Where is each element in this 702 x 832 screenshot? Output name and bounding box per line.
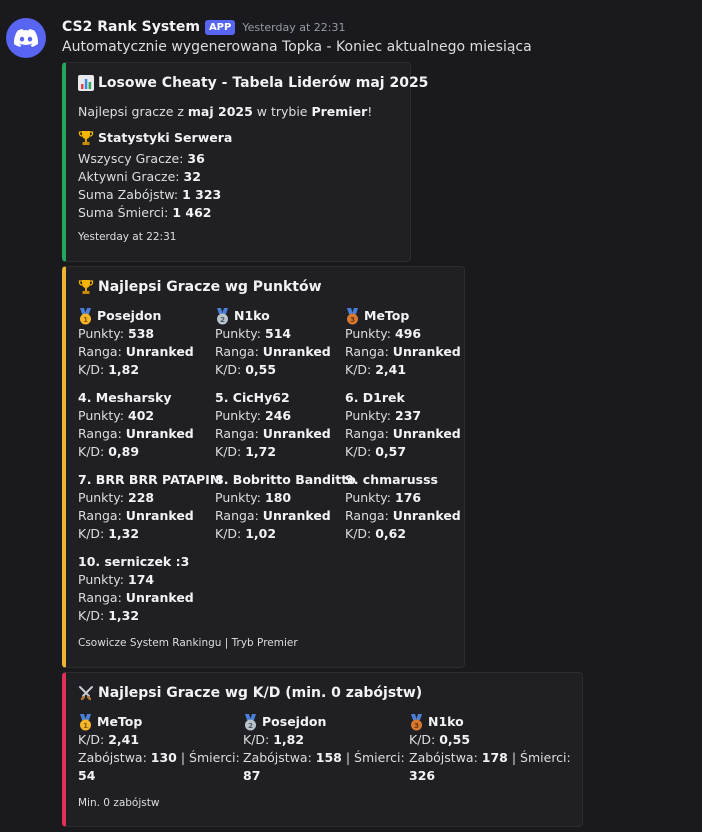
- player-name-text: N1ko: [428, 714, 464, 729]
- value: 2,41: [108, 732, 140, 747]
- value: 1,02: [245, 526, 277, 541]
- player-points: [78, 407, 194, 425]
- value: 0,89: [108, 444, 140, 459]
- stat-value: 32: [183, 169, 201, 184]
- value: 514: [265, 326, 292, 341]
- value: Unranked: [392, 426, 461, 441]
- value: 1,72: [245, 444, 277, 459]
- player-kd: [78, 731, 240, 749]
- player-kd: [215, 361, 331, 379]
- value: 496: [395, 326, 422, 341]
- player-points: [215, 489, 356, 507]
- label: Zabójstwa:: [243, 750, 312, 765]
- embed-footer: Min. 0 zabójstw: [78, 797, 160, 809]
- player-points: [78, 489, 222, 507]
- discord-logo-icon: [14, 29, 38, 47]
- value: Unranked: [125, 508, 194, 523]
- player-rank: [345, 343, 461, 361]
- player-name-text: MeTop: [97, 714, 143, 729]
- player-name: [409, 713, 571, 731]
- player-card: [78, 471, 222, 543]
- player-name: [78, 713, 240, 731]
- player-name: 4. Mesharsky: [78, 390, 172, 405]
- gold-medal-icon: [78, 308, 93, 325]
- embed-title: [78, 75, 428, 91]
- player-points: [345, 489, 461, 507]
- label: Śmierci:: [354, 750, 405, 765]
- value: Unranked: [125, 344, 194, 359]
- embed-footer: Csowicze System Rankingu | Tryb Premier: [78, 637, 298, 649]
- label: K/D:: [345, 362, 372, 377]
- value: 1,82: [108, 362, 140, 377]
- label: K/D:: [345, 444, 372, 459]
- player-card: [345, 471, 461, 543]
- player-rank: [78, 425, 194, 443]
- player-kills: [78, 749, 240, 767]
- embed-title: [78, 279, 322, 295]
- message-timestamp[interactable]: Yesterday at 22:31: [242, 20, 346, 34]
- bar-chart-icon: [78, 75, 94, 91]
- desc-month: maj 2025: [187, 104, 253, 119]
- silver-medal-icon: [215, 308, 230, 325]
- player-rank: [215, 343, 331, 361]
- player-rank: [78, 343, 194, 361]
- desc-text: !: [367, 104, 373, 119]
- player-kd: [243, 731, 405, 749]
- label: Ranga:: [78, 508, 122, 523]
- label: Ranga:: [345, 344, 389, 359]
- trophy-icon: [78, 130, 94, 146]
- player-points: [345, 325, 461, 343]
- bronze-medal-icon: [345, 308, 360, 325]
- label: Ranga:: [78, 590, 122, 605]
- stat-label: Wszyscy Gracze:: [78, 151, 184, 166]
- label: K/D:: [78, 526, 105, 541]
- gold-medal-icon: [78, 714, 93, 731]
- message-content: Automatycznie wygenerowana Topka - Koniec aktualnego miesiąca: [62, 39, 532, 55]
- player-kills: [243, 749, 405, 767]
- player-name: [215, 307, 331, 325]
- player-name: [345, 307, 461, 325]
- stats-title: [78, 129, 232, 147]
- label: Punkty:: [345, 326, 392, 341]
- svg-text:2: 2: [248, 721, 253, 730]
- label: Punkty:: [215, 326, 262, 341]
- value: 180: [265, 490, 292, 505]
- player-kd: [78, 607, 194, 625]
- player-rank: [345, 507, 461, 525]
- label: Punkty:: [345, 408, 392, 423]
- player-name: 5. CicHy62: [215, 390, 290, 405]
- player-rank: [345, 425, 461, 443]
- value: 130: [150, 750, 177, 765]
- kd-player-card: [78, 713, 240, 785]
- player-rank: [78, 589, 194, 607]
- desc-text: w trybie: [252, 104, 312, 119]
- player-kd: [215, 525, 356, 543]
- label: Śmierci:: [189, 750, 240, 765]
- separator: |: [341, 750, 355, 765]
- value: 87: [243, 768, 261, 783]
- label: K/D:: [215, 362, 242, 377]
- embed-leaderboard-summary: [62, 62, 429, 262]
- player-kd: [345, 443, 461, 461]
- player-kd: [409, 731, 571, 749]
- stat-label: Suma Śmierci:: [78, 205, 169, 220]
- trophy-icon: [78, 279, 94, 295]
- label: K/D:: [78, 608, 105, 623]
- value: 158: [315, 750, 342, 765]
- player-card: [78, 389, 194, 461]
- player-card: [345, 307, 461, 379]
- value: 0,55: [439, 732, 471, 747]
- value: 246: [265, 408, 292, 423]
- player-card: [78, 307, 194, 379]
- player-name: [78, 307, 194, 325]
- embed-title: [78, 685, 422, 701]
- player-rank: [215, 425, 331, 443]
- label: Ranga:: [345, 426, 389, 441]
- label: Ranga:: [78, 344, 122, 359]
- label: Śmierci:: [520, 750, 571, 765]
- player-kd: [78, 443, 194, 461]
- player-kd: [78, 525, 222, 543]
- label: K/D:: [215, 526, 242, 541]
- label: K/D:: [243, 732, 270, 747]
- label: Zabójstwa:: [78, 750, 147, 765]
- separator: |: [176, 750, 190, 765]
- value: 2,41: [375, 362, 407, 377]
- separator: |: [507, 750, 521, 765]
- label: Punkty:: [215, 408, 262, 423]
- label: Ranga:: [215, 426, 259, 441]
- player-kd: [215, 443, 331, 461]
- label: Punkty:: [345, 490, 392, 505]
- stat-row: [78, 150, 205, 168]
- player-points: [215, 407, 331, 425]
- label: Punkty:: [215, 490, 262, 505]
- embed-title-text: Najlepsi Gracze wg Punktów: [98, 279, 322, 295]
- embed-top-kd: [62, 672, 583, 827]
- value: 0,57: [375, 444, 407, 459]
- label: K/D:: [345, 526, 372, 541]
- kd-player-card: [243, 713, 405, 785]
- value: Unranked: [125, 590, 194, 605]
- label: Ranga:: [215, 344, 259, 359]
- value: 178: [481, 750, 508, 765]
- value: 174: [128, 572, 155, 587]
- player-points: [215, 325, 331, 343]
- player-name-text: Posejdon: [97, 308, 162, 323]
- value: 54: [78, 768, 96, 783]
- value: Unranked: [262, 344, 331, 359]
- label: K/D:: [78, 362, 105, 377]
- label: K/D:: [409, 732, 436, 747]
- player-name-text: Posejdon: [262, 714, 327, 729]
- svg-text:1: 1: [83, 721, 88, 730]
- stats-title-text: Statystyki Serwera: [98, 130, 233, 145]
- player-name-text: N1ko: [234, 308, 270, 323]
- player-name: 7. BRR BRR PATAPIM: [78, 472, 223, 487]
- player-kd: [345, 361, 461, 379]
- desc-text: Najlepsi gracze z: [78, 104, 188, 119]
- player-name: 9. chmarusss: [345, 472, 438, 487]
- label: K/D:: [78, 732, 105, 747]
- player-deaths: [78, 767, 240, 785]
- label: Punkty:: [78, 326, 125, 341]
- value: 176: [395, 490, 422, 505]
- label: K/D:: [215, 444, 242, 459]
- label: Ranga:: [78, 426, 122, 441]
- svg-text:2: 2: [220, 315, 225, 324]
- label: Punkty:: [78, 490, 125, 505]
- stat-row: [78, 168, 201, 186]
- value: Unranked: [392, 344, 461, 359]
- label: Zabójstwa:: [409, 750, 478, 765]
- player-name: 6. D1rek: [345, 390, 405, 405]
- value: Unranked: [262, 508, 331, 523]
- bronze-medal-icon: [409, 714, 424, 731]
- player-rank: [78, 507, 222, 525]
- player-points: [78, 325, 194, 343]
- embed-title-text: Losowe Cheaty - Tabela Liderów maj 2025: [98, 75, 429, 91]
- crossed-swords-icon: [78, 685, 94, 701]
- app-tag-badge: APP: [205, 20, 235, 35]
- label: K/D:: [78, 444, 105, 459]
- embed-title-text: Najlepsi Gracze wg K/D (min. 0 zabójstw): [98, 685, 423, 701]
- player-deaths: [243, 767, 405, 785]
- value: Unranked: [262, 426, 331, 441]
- player-card: [345, 389, 461, 461]
- message-header: [62, 18, 346, 36]
- player-name: [243, 713, 405, 731]
- embed-footer: Yesterday at 22:31: [78, 231, 177, 243]
- value: 1,82: [273, 732, 305, 747]
- value: 0,62: [375, 526, 407, 541]
- player-rank: [215, 507, 356, 525]
- label: Ranga:: [215, 508, 259, 523]
- embed-top-points: [62, 266, 465, 668]
- value: 402: [128, 408, 155, 423]
- player-name-text: MeTop: [364, 308, 410, 323]
- player-name: 10. serniczek :3: [78, 554, 190, 569]
- svg-text:3: 3: [350, 315, 355, 324]
- stat-value: 1 462: [172, 205, 212, 220]
- author-name[interactable]: CS2 Rank System: [62, 19, 200, 35]
- player-card: [78, 553, 194, 625]
- svg-text:3: 3: [414, 721, 419, 730]
- value: 237: [395, 408, 422, 423]
- player-card: [215, 471, 356, 543]
- embed-description: [78, 103, 372, 121]
- stat-value: 36: [187, 151, 205, 166]
- stat-label: Suma Zabójstw:: [78, 187, 179, 202]
- value: 538: [128, 326, 155, 341]
- label: Punkty:: [78, 572, 125, 587]
- player-card: [215, 389, 331, 461]
- value: 1,32: [108, 608, 140, 623]
- player-points: [345, 407, 461, 425]
- player-kd: [78, 361, 194, 379]
- stat-label: Aktywni Gracze:: [78, 169, 180, 184]
- stat-row: [78, 204, 212, 222]
- label: Punkty:: [78, 408, 125, 423]
- player-card: [215, 307, 331, 379]
- stat-value: 1 323: [182, 187, 222, 202]
- value: 326: [409, 768, 436, 783]
- value: Unranked: [392, 508, 461, 523]
- value: Unranked: [125, 426, 194, 441]
- value: 0,55: [245, 362, 277, 377]
- player-points: [78, 571, 194, 589]
- player-name: 8. Bobritto Banditto: [215, 472, 356, 487]
- bot-avatar[interactable]: [6, 18, 46, 58]
- player-kills: [409, 749, 571, 767]
- value: 1,32: [108, 526, 140, 541]
- desc-mode: Premier: [311, 104, 368, 119]
- silver-medal-icon: [243, 714, 258, 731]
- value: 228: [128, 490, 155, 505]
- svg-text:1: 1: [83, 315, 88, 324]
- player-deaths: [409, 767, 571, 785]
- stat-row: [78, 186, 221, 204]
- player-kd: [345, 525, 461, 543]
- label: Ranga:: [345, 508, 389, 523]
- kd-player-card: [409, 713, 571, 785]
